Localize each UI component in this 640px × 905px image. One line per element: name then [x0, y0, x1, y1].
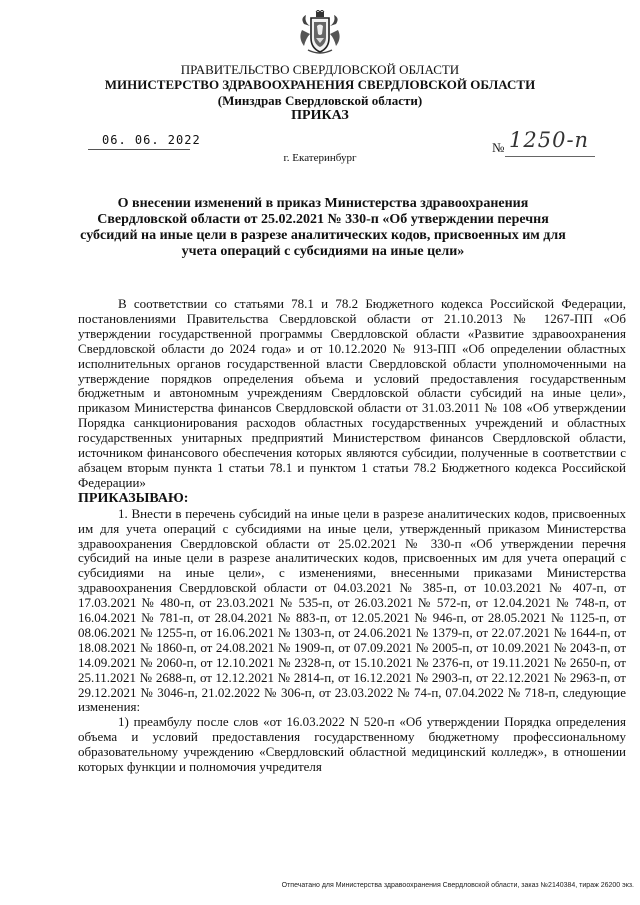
- order-number: 1250-п: [509, 128, 590, 152]
- print-footer: Отпечатано для Министерства здравоохранения Свердловской области, заказ №2140384, тираж 26200 экз.: [281, 882, 634, 889]
- coat-of-arms-icon: [296, 10, 344, 58]
- item-1-1-paragraph: 1) преамбулу после слов «от 16.03.2022 N 520-п «Об утверждении Порядка определения объема и условий предоставления государственному бюджетному профессиональному образовательному учреждению «Свердловский областной медицинский колледж», в отношении которых функции и полномочия учредителя: [78, 714, 626, 775]
- item-1-paragraph: 1. Внести в перечень субсидий на иные цели в разрезе аналитических кодов, присвоенных им для учета операций с субсидиями на иные цели, утвержденный приказом Министерства здравоохранения Свердловской области от 25.02.2021 № 330-п «Об утверждении перечня субсидий на иные цели в разрезе аналитических кодов, присвоенных им для учета операций с субсидиями на иные цели», с изменениями, внесенными приказами Министерства здравоохранения Свердловской области от 04.03.2021 № 385-п, от 10.03.2021 № 407-п, от 17.03.2021 № 480-п, от 23.03.2021 № 535-п, от 26.03.2021 № 572-п, от 12.04.2021 № 748-п, от 16.04.2021 № 781-п, от 28.04.2021 № 883-п, от 12.05.2021 № 946-п, от 28.05.2021 № 1125-п, от 08.06.2021 № 1255-п, от 16.06.2021 № 1303-п, от 24.06.2021 № 1379-п, от 22.07.2021 № 1644-п, от 18.08.2021 № 1860-п, от 24.08.2021 № 1909-п, от 07.09.2021 № 2005-п, от 10.09.2021 № 2043-п, от 14.09.2021 № 2060-п, от 12.10.2021 № 2328-п, от 15.10.2021 № 2376-п, от 19.11.2021 № 2650-п, от 25.11.2021 № 2688-п, от 12.12.2021 № 2814-п, от 16.12.2021 № 2903-п, от 22.12.2021 № 2963-п, от 29.12.2021 № 3046-п, 21.02.2022 № 306-п, от 23.03.2022 № 74-п, 07.04.2022 № 718-п, следующие изменения:: [78, 505, 626, 715]
- order-title: О внесении изменений в приказ Министерства здравоохранения Свердловской области от 25.02.2021 № 330-п «Об утверждении перечня субсидий на иные цели в разрезе аналитических кодов, присвоенных им для учета операций с субсидиями на иные цели»: [80, 196, 566, 259]
- city: г. Екатеринбург: [283, 152, 357, 164]
- order-word: ПРИКАЗЫВАЮ:: [78, 490, 189, 506]
- date-underline: [88, 149, 190, 150]
- ministry-name: МИНИСТЕРСТВО ЗДРАВООХРАНЕНИЯ СВЕРДЛОВСКОЙ ОБЛАСТИ: [104, 77, 536, 92]
- preamble-paragraph: В соответствии со статьями 78.1 и 78.2 Бюджетного кодекса Российской Федерации, постановлениями Правительства Свердловской области от 21.10.2013 № 1267-ПП «Об утверждении государственной программы Свердловской области «Развитие здравоохранения Свердловской области до 2024 года» и от 10.12.2020 № 913-ПП «Об определении областных исполнительных органов государственной власти Свердловской области уполномоченными на утверждение порядков определения объема и условий предоставления государственным бюджетным и автономным учреждениям Свердловской области субсидий на иные цели», приказом Министерства финансов Свердловской области от 31.03.2011 № 108 «Об утверждении Порядка санкционирования расходов областных государственных учреждений и областных государственных унитарных предприятий Министерством финансов Свердловской области, источником финансового обеспечения которых являются субсидии, полученные в соответствии с абзацем вторым пункта 1 статьи 78.1 и пунктом 1 статьи 78.2 Бюджетного кодекса Российской Федерации»: [78, 296, 626, 490]
- order-number-label: №: [492, 140, 505, 155]
- government-name: ПРАВИТЕЛЬСТВО СВЕРДЛОВСКОЙ ОБЛАСТИ: [180, 62, 460, 77]
- document-type: ПРИКАЗ: [291, 108, 349, 123]
- ministry-short-name: (Минздрав Свердловской области): [217, 93, 423, 108]
- order-date: 06. 06. 2022: [102, 133, 201, 147]
- order-body: [78, 297, 626, 775]
